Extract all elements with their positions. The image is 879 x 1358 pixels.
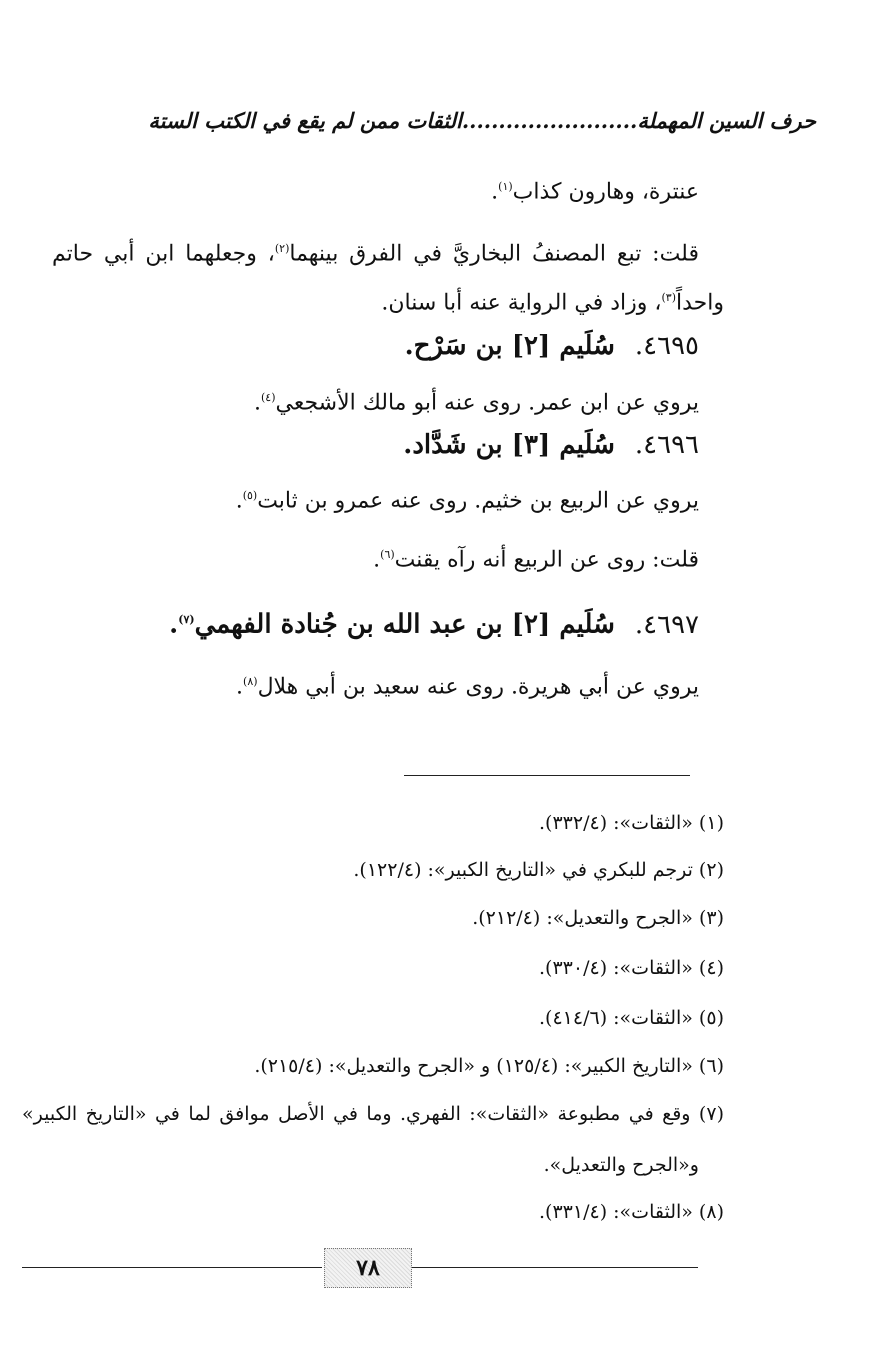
footnote: (٦) «التاريخ الكبير»: (١٢٥/٤) و «الجرح والتعديل»: (٢١٥/٤).: [254, 1055, 724, 1077]
footnote: (٢) ترجم للبكري في «التاريخ الكبير»: (١٢٢/٤).: [353, 859, 724, 881]
footnote: (٥) «الثقات»: (٤١٤/٦).: [539, 1007, 724, 1029]
body-line-2: قلت: تبع المصنفُ البخاريَّ في الفرق بينهما$^{(٢)}$، وجعلهما ابن أبي حاتم: [52, 241, 699, 267]
entry-number: ٤٦٩٥.: [634, 331, 699, 361]
entry-heading: [405, 329, 699, 363]
footnote: (٣) «الجرح والتعديل»: (٢١٢/٤).: [472, 907, 724, 929]
body-line-1: عنترة، وهارون كذاب$^{(١)}$.: [491, 179, 699, 205]
running-head-dots: ........................: [461, 108, 638, 133]
bottom-rule-left: [22, 1267, 322, 1268]
entry-text: يروي عن ابن عمر. روى عنه أبو مالك الأشجعي$^{(٤)}$.: [253, 390, 699, 416]
entry-text: يروي عن الربيع بن خثيم. روى عنه عمرو بن ثابت$^{(٥)}$.: [235, 488, 699, 514]
running-head: [66, 108, 816, 133]
page-number: ٧٨: [324, 1248, 412, 1288]
entry-heading: ٤٦٩٧.سُلَيم [٢] بن عبد الله بن جُنادة الفهمي$^{(٧)}$.: [169, 609, 699, 640]
entry-note: قلت: روى عن الربيع أنه رآه يقنت$^{(٦)}$.: [373, 547, 699, 573]
entry-name: سُلَيم [٢] بن عبد الله بن جُنادة الفهمي: [194, 609, 615, 640]
entry-number: ٤٦٩٧.: [634, 609, 699, 640]
footnote-divider: [404, 775, 690, 776]
footnote-continuation: و«الجرح والتعديل».: [543, 1154, 699, 1176]
entry-name: سُلَيم [٣] بن شَدَّاد.: [403, 430, 615, 460]
footnote-ref: (٥): [242, 489, 258, 502]
running-head-book-title: الثقات ممن لم يقع في الكتب الستة: [148, 108, 462, 133]
footnote-ref: (٦): [380, 548, 395, 561]
footnote-ref: (٣): [661, 291, 676, 304]
footnote: (٤) «الثقات»: (٣٣٠/٤).: [539, 957, 724, 979]
footnote-ref: (٧): [178, 613, 195, 626]
footnote-ref: (٨): [243, 675, 258, 688]
footnote: (٨) «الثقات»: (٣٣١/٤).: [539, 1201, 724, 1223]
footnote: (١) «الثقات»: (٣٣٢/٤).: [539, 812, 724, 834]
bottom-rule-right: [412, 1267, 698, 1268]
entry-heading: [403, 428, 699, 462]
entry-number: ٤٦٩٦.: [634, 430, 699, 460]
footnote: (٧) وقع في مطبوعة «الثقات»: الفهري. وما في الأصل موافق لما في «التاريخ الكبير»: [22, 1103, 724, 1125]
footnote-ref: (١): [498, 180, 513, 193]
entry-text: يروي عن أبي هريرة. روى عنه سعيد بن أبي هلال$^{(٨)}$.: [236, 674, 699, 700]
footnote-ref: (٤): [260, 391, 276, 404]
running-head-chapter: حرف السين المهملة: [637, 108, 816, 133]
footnote-ref: (٢): [274, 242, 290, 255]
entry-name: سُلَيم [٢] بن سَرْح.: [404, 331, 615, 361]
body-line-3: واحداً$^{(٣)}$، وزاد في الرواية عنه أبا سنان.: [381, 290, 724, 316]
